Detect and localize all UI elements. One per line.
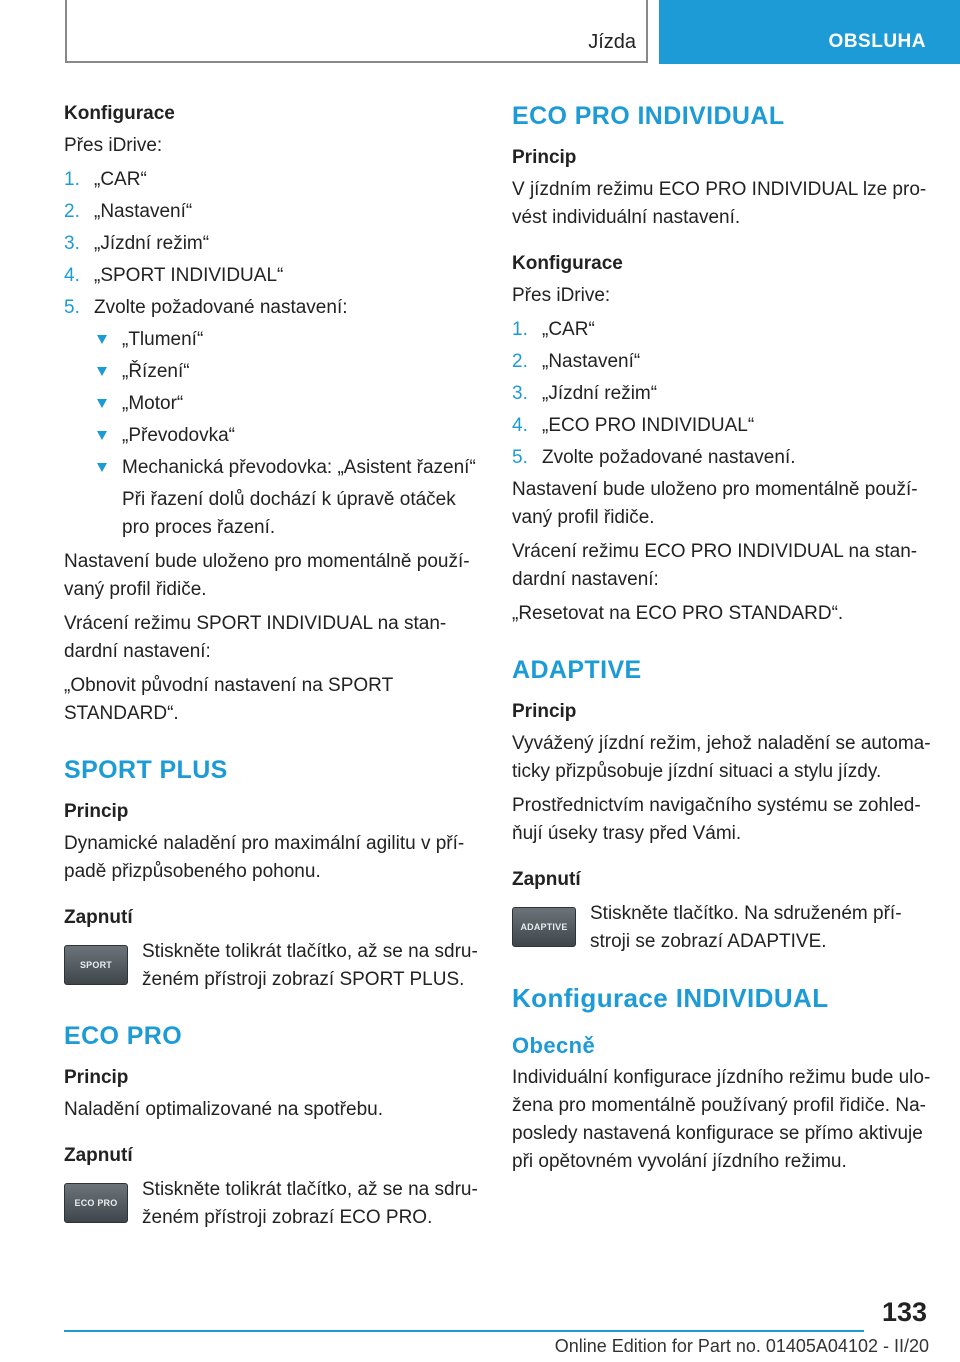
principle-heading: Princip [512, 147, 577, 168]
switch-on-row [64, 1176, 478, 1232]
list-item: 3. „Jízdní režim“ [512, 380, 932, 408]
list-item: 5. Zvolte požadované nastavení. [512, 444, 932, 472]
header-chapter-tab [659, 0, 960, 64]
list-item: 2. „Nastavení“ [64, 198, 478, 226]
list-item: 5. Zvolte požadované nastavení: [64, 294, 478, 322]
reset-label: „Resetovat na ECO PRO STANDARD“. [512, 603, 844, 624]
switch-on-heading: Zapnutí [512, 869, 581, 890]
section-heading-sport-plus: SPORT PLUS [64, 756, 228, 784]
section-heading-eco-pro: ECO PRO [64, 1022, 183, 1050]
switch-on-row [512, 900, 932, 956]
step-number: 2. [512, 351, 528, 372]
config-steps [512, 316, 932, 472]
step-number: 5. [512, 447, 528, 468]
principle-heading: Princip [64, 801, 129, 822]
switch-on-text: Stiskněte tolikrát tlačítko, až se na sdruženém přístroji zobrazí SPORT PLUS. [142, 941, 478, 990]
saved-text: Nastavení bude uloženo pro momentálně používaný profil řidiče. [512, 479, 918, 528]
config-via: Přes iDrive: [512, 285, 611, 306]
list-item: „Tlumení“ [64, 326, 478, 354]
triangle-bullet-icon [97, 463, 107, 472]
header-section-title: Jízda [588, 31, 636, 53]
switch-on-heading: Zapnutí [64, 1145, 133, 1166]
section-heading-eco-pro-individual: ECO PRO INDIVIDUAL [512, 102, 785, 130]
list-item: „Motor“ [64, 390, 478, 418]
config-substeps [64, 326, 478, 482]
config-heading: Konfigurace [512, 253, 623, 274]
sport-button-icon: SPORT [64, 945, 128, 985]
triangle-bullet-icon [97, 367, 107, 376]
reset-label: „Obnovit původní nastavení na SPORT STANDARD“. [64, 675, 393, 724]
substep-note: Při řazení dolů dochází k úpravě otáček pro proces řazení. [122, 489, 456, 538]
principle-text: Naladění optimalizované na spotřebu. [64, 1099, 383, 1120]
footer-edition: Online Edition for Part no. 01405A04102 - II/20 [554, 1336, 929, 1356]
triangle-bullet-icon [97, 431, 107, 440]
eco-pro-button-icon: ECO PRO [64, 1183, 128, 1223]
switch-on-text: Stiskněte tlačítko. Na sdruženém přístroji se zobrazí ADAPTIVE. [590, 903, 902, 952]
list-item: Mechanická převodovka: „Asistent řazení“ [64, 454, 478, 482]
step-number: 1. [512, 319, 528, 340]
step-number: 1. [64, 169, 80, 190]
principle-text: Vyvážený jízdní režim, jehož naladění se automaticky přizpůsobuje jízdní situaci a stylu jízdy. [512, 733, 931, 782]
header-chapter-label: OBSLUHA [828, 31, 926, 52]
list-item: 4. „ECO PRO INDIVIDUAL“ [512, 412, 932, 440]
adaptive-button-icon: ADAPTIVE [512, 907, 576, 947]
reset-text: Vrácení režimu ECO PRO INDIVIDUAL na standardní nastavení: [512, 541, 918, 590]
subsection-heading-general: Obecně [512, 1033, 596, 1058]
left-column [64, 100, 478, 1232]
reset-text: Vrácení režimu SPORT INDIVIDUAL na standardní nastavení: [64, 613, 447, 662]
step-number: 3. [512, 383, 528, 404]
principle-text: V jízdním režimu ECO PRO INDIVIDUAL lze provést individuální nastavení. [512, 179, 927, 228]
step-number: 4. [512, 415, 528, 436]
principle-heading: Princip [512, 701, 577, 722]
triangle-bullet-icon [97, 335, 107, 344]
principle-text: Dynamické naladění pro maximální agilitu v případě přizpůsobeného pohonu. [64, 833, 465, 882]
section-heading-individual-config: Konfigurace INDIVIDUAL [512, 983, 829, 1013]
principle-heading: Princip [64, 1067, 129, 1088]
general-text: Individuální konfigurace jízdního režimu bude uložena pro momentálně používaný profil řidiče. Naposledy nastavená konfigurace se přímo aktivuje při opětovném vyvolání jízdního režimu. [512, 1067, 931, 1172]
config-heading: Konfigurace [64, 103, 175, 124]
principle-text-2: Prostřednictvím navigačního systému se zohledňují úseky trasy před Vámi. [512, 795, 921, 844]
section-heading-adaptive: ADAPTIVE [512, 656, 642, 684]
step-number: 2. [64, 201, 80, 222]
switch-on-text: Stiskněte tolikrát tlačítko, až se na sdruženém přístroji zobrazí ECO PRO. [142, 1179, 478, 1228]
list-item: 1. „CAR“ [512, 316, 932, 344]
triangle-bullet-icon [97, 399, 107, 408]
list-item: „Řízení“ [64, 358, 478, 386]
config-via: Přes iDrive: [64, 135, 163, 156]
list-item: 2. „Nastavení“ [512, 348, 932, 376]
step-number: 3. [64, 233, 80, 254]
list-item: 3. „Jízdní režim“ [64, 230, 478, 258]
list-item: 1. „CAR“ [64, 166, 478, 194]
saved-text: Nastavení bude uloženo pro momentálně používaný profil řidiče. [64, 551, 470, 600]
step-number: 4. [64, 265, 80, 286]
list-item: „Převodovka“ [64, 422, 478, 450]
right-column [512, 100, 932, 1182]
switch-on-heading: Zapnutí [64, 907, 133, 928]
switch-on-row [64, 938, 478, 994]
config-steps [64, 166, 478, 322]
list-item: 4. „SPORT INDIVIDUAL“ [64, 262, 478, 290]
page-number: 133 [881, 1297, 927, 1327]
step-number: 5. [64, 297, 80, 318]
